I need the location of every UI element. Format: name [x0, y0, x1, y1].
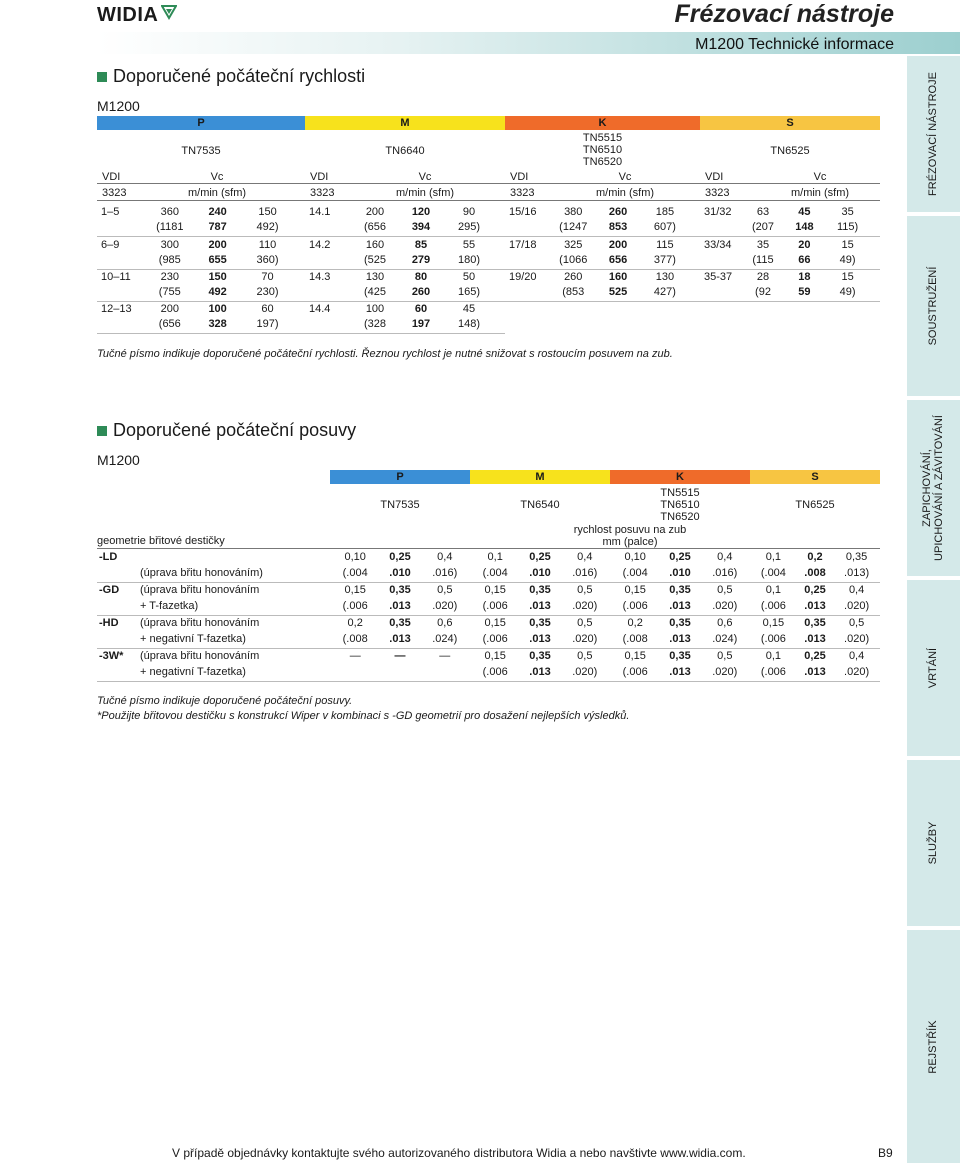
vc-metric: 160	[365, 239, 385, 251]
vc-metric: 15	[841, 271, 854, 283]
vc-metric: 45	[798, 206, 811, 218]
feed-mm: 0,4	[848, 650, 865, 662]
vc-metric: 18	[798, 271, 811, 283]
vc-metric: 380	[564, 206, 583, 218]
widia-logo	[97, 4, 177, 27]
vc-sfm: 394	[411, 221, 431, 233]
vc-sfm: 59	[798, 286, 811, 298]
vc-metric: 325	[564, 239, 583, 251]
vc-sfm: 197	[411, 318, 431, 330]
vc-metric: 115	[656, 239, 674, 251]
feed-mm: 0,35	[669, 584, 691, 596]
row-rule	[305, 236, 505, 237]
vc-sfm: (656	[158, 318, 181, 330]
vc-sfm: 49)	[839, 254, 856, 266]
unit-header: m/min (sfm)	[187, 187, 247, 199]
feed-mm: 0,35	[845, 551, 868, 563]
unit-header: m/min (sfm)	[790, 187, 850, 199]
feed-inch: .020)	[712, 666, 738, 678]
geometry-desc: + negativní T-fazetka)	[140, 666, 246, 678]
vc-header: Vc	[618, 171, 632, 183]
vdi-standard: 3323	[510, 187, 535, 199]
category-bar: M	[305, 116, 505, 130]
vc-metric: 130	[365, 271, 385, 283]
geometry-desc: (úprava břitu honováním)	[140, 567, 263, 579]
sidebar-tab-label: SOUSTRUŽENÍ	[927, 266, 939, 346]
feed-mm: 0,6	[437, 617, 453, 629]
geometry-code: -LD	[99, 551, 118, 563]
feed-inch: .013	[529, 633, 551, 645]
feed-mm: 0,2	[347, 617, 363, 629]
vdi-group: 12–13	[101, 303, 132, 315]
feed-mm: 0,5	[717, 650, 733, 662]
vc-metric: 200	[608, 239, 628, 251]
vc-sfm: (1247	[559, 221, 588, 233]
grade-label: TN7535	[181, 145, 221, 157]
vc-sfm: 492)	[256, 221, 279, 233]
vdi-group: 33/34	[704, 239, 732, 251]
footer-contact: V případě objednávky kontaktujte svého autorizovaného distributora Widia a nebo navštivte www.widia.com.	[172, 1146, 746, 1160]
feed-inch: .013	[529, 600, 551, 612]
category-bar: P	[330, 470, 470, 484]
feed-inch: (.004	[760, 567, 786, 579]
vc-sfm: (425	[363, 286, 387, 298]
feed-mm: 0,5	[577, 650, 593, 662]
vc-sfm: (92	[755, 286, 771, 298]
feed-inch: (.004	[622, 567, 648, 579]
vc-sfm: (115	[752, 254, 774, 266]
vdi-group: 35-37	[704, 271, 733, 283]
vc-metric: 60	[414, 303, 428, 315]
grade-label: TN6525	[770, 145, 810, 157]
row-rule	[700, 236, 880, 237]
row-rule	[97, 681, 880, 682]
vc-header: Vc	[418, 171, 432, 183]
sidebar-tab-label: FRÉZOVACÍ NÁSTROJE	[927, 72, 939, 196]
vc-metric: 360	[160, 206, 179, 218]
feed-mm: 0,15	[624, 650, 646, 662]
vc-metric: 110	[258, 239, 277, 251]
vdi-header: VDI	[510, 171, 529, 183]
feed-mm: 0,15	[484, 650, 506, 662]
vc-sfm: (525	[363, 254, 387, 266]
feed-mm: 0,1	[487, 551, 503, 563]
vc-metric: 200	[365, 206, 385, 218]
vc-sfm: (1181	[156, 221, 184, 233]
feed-mm: 0,25	[804, 650, 826, 662]
vc-sfm: 115)	[836, 221, 859, 233]
feed-inch: .024)	[432, 633, 458, 645]
vc-metric: 130	[655, 271, 675, 283]
geometry-code: -3W*	[99, 650, 124, 662]
sidebar-tab-label: ZAPICHOVÁNÍ, UPICHOVÁNÍ A ZÁVITOVÁNÍ	[921, 415, 945, 561]
vc-sfm: (656	[363, 221, 387, 233]
feed-inch: .013	[669, 633, 691, 645]
feed-mm: 0,15	[762, 617, 785, 629]
vdi-group: 17/18	[509, 239, 537, 251]
feed-inch: .016)	[712, 567, 738, 579]
vc-metric: 63	[756, 206, 770, 218]
vc-sfm: 180)	[457, 254, 481, 266]
category-bar: K	[610, 470, 750, 484]
feed-inch: (.004	[482, 567, 508, 579]
feed-inch: .020)	[432, 600, 458, 612]
feed-inch: (.006	[622, 600, 648, 612]
vdi-group: 6–9	[101, 239, 120, 251]
feed-inch: .013)	[844, 567, 870, 579]
feed-inch: .013	[669, 666, 691, 678]
vc-sfm: 260	[411, 286, 431, 298]
feeds-heading	[97, 420, 356, 441]
vc-metric: 185	[655, 206, 675, 218]
table-rule	[97, 200, 880, 201]
row-rule	[97, 236, 305, 237]
vdi-header: VDI	[705, 171, 724, 183]
feed-inch: .016)	[572, 567, 598, 579]
vc-metric: 35	[841, 206, 854, 218]
vc-metric: 45	[462, 303, 476, 315]
category-bar: M	[470, 470, 610, 484]
feed-mm: 0,35	[669, 650, 691, 662]
vc-sfm: 853	[608, 221, 628, 233]
feed-mm: 0,5	[437, 584, 453, 596]
feed-inch: .020)	[844, 666, 870, 678]
geometry-label: geometrie břitové destičky	[97, 535, 225, 547]
feed-mm: 0,2	[807, 551, 823, 563]
feeds-note-wiper: *Použijte břitovou destičku s konstrukcí Wiper v kombinaci s -GD geometrií pro dosažení nejlepších výsledků.	[97, 710, 630, 722]
category-bar: S	[750, 470, 880, 484]
feed-inch: .013	[804, 600, 826, 612]
vc-metric: 300	[160, 239, 179, 251]
vdi-group: 10–11	[101, 271, 131, 283]
row-rule	[700, 301, 880, 302]
feed-mm: 0,15	[484, 617, 506, 629]
vc-sfm: 230)	[256, 286, 279, 298]
geometry-desc: + negativní T-fazetka)	[140, 633, 246, 645]
vdi-standard: 3323	[310, 187, 335, 199]
feed-mm: 0,25	[389, 551, 411, 563]
feed-inch: .016)	[432, 567, 458, 579]
vc-metric: 240	[208, 206, 227, 218]
vc-sfm: (853	[562, 286, 585, 298]
vc-sfm: 360)	[256, 254, 279, 266]
grade-label: TN6540	[520, 499, 560, 511]
vc-sfm: 165)	[457, 286, 481, 298]
vc-metric: 160	[608, 271, 628, 283]
feed-mm: 0,5	[848, 617, 865, 629]
logo-triangle-icon	[161, 4, 177, 20]
vdi-group: 14.4	[309, 303, 331, 315]
feed-inch: (.006	[760, 666, 786, 678]
vc-sfm: (1066	[559, 254, 588, 266]
speeds-note: Tučné písmo indikuje doporučené počáteční rychlosti. Řeznou rychlost je nutné snižovat s rostoucím posuvem na zub.	[97, 348, 673, 360]
vc-sfm: (985	[158, 254, 181, 266]
grade-label: TN6640	[385, 145, 425, 157]
vc-metric: 200	[160, 303, 179, 315]
vc-sfm: 377)	[653, 254, 676, 266]
feed-inch: .013	[529, 666, 551, 678]
feeds-subheading: M1200	[97, 452, 140, 468]
page-number: B9	[878, 1146, 893, 1160]
feed-mm: 0,10	[344, 551, 366, 563]
vc-sfm: 656	[608, 254, 628, 266]
feed-mm: 0,25	[669, 551, 691, 563]
feed-inch: .020)	[844, 633, 870, 645]
feed-mm: 0,35	[529, 617, 551, 629]
page-title: Frézovací nástroje	[674, 0, 894, 28]
feed-mm: 0,15	[344, 584, 366, 596]
geometry-code: -HD	[99, 617, 119, 629]
grade-label: TN6510	[660, 499, 700, 511]
feed-inch: .020)	[572, 666, 598, 678]
feed-mm: 0,2	[627, 617, 643, 629]
vdi-group: 31/32	[704, 206, 732, 218]
feed-mm: —	[349, 650, 361, 662]
vc-metric: 85	[414, 239, 428, 251]
feed-inch: .020)	[572, 633, 598, 645]
unit-label: mm (palce)	[602, 536, 658, 548]
geometry-desc: (úprava břitu honováním	[140, 650, 260, 662]
vdi-group: 1–5	[101, 206, 120, 218]
feed-mm: 0,5	[577, 584, 593, 596]
geometry-code: -GD	[99, 584, 120, 596]
vc-metric: 60	[261, 303, 274, 315]
table-rule	[97, 183, 880, 184]
feed-mm: 0,35	[389, 584, 411, 596]
vc-metric: 230	[160, 271, 179, 283]
feed-inch: (.006	[482, 600, 508, 612]
vc-sfm: 66	[798, 254, 811, 266]
sidebar-tab-label: VRTÁNÍ	[927, 647, 939, 689]
feed-inch: (.006	[482, 633, 508, 645]
feed-mm: 0,4	[437, 551, 453, 563]
vdi-group: 14.3	[309, 271, 331, 283]
feed-mm: 0,6	[717, 617, 733, 629]
speeds-subheading: M1200	[97, 98, 140, 114]
vc-metric: 55	[462, 239, 476, 251]
vdi-group: 15/16	[509, 206, 537, 218]
vc-metric: 15	[841, 239, 854, 251]
grade-label: TN5515	[660, 487, 700, 499]
vc-metric: 20	[798, 239, 811, 251]
feed-mm: 0,4	[717, 551, 733, 563]
speeds-heading	[97, 66, 365, 87]
feed-inch: (.006	[760, 633, 786, 645]
vc-header: Vc	[210, 171, 224, 183]
vc-sfm: 279	[411, 254, 431, 266]
vdi-group: 14.2	[309, 239, 331, 251]
feed-inch: (.008	[622, 633, 648, 645]
vc-sfm: 607)	[653, 221, 676, 233]
vc-metric: 100	[208, 303, 227, 315]
feed-inch: .024)	[712, 633, 738, 645]
speeds-heading-text: Doporučené počáteční rychlosti	[113, 66, 366, 86]
vc-metric: 28	[756, 271, 770, 283]
feed-mm: 0,5	[577, 617, 593, 629]
vc-metric: 260	[608, 206, 628, 218]
feed-inch: .013	[389, 600, 411, 612]
vc-sfm: 655	[208, 254, 227, 266]
feed-mm: 0,15	[624, 584, 646, 596]
unit-header: m/min (sfm)	[395, 187, 455, 199]
feed-inch: (.006	[760, 600, 786, 612]
category-bar: S	[700, 116, 880, 130]
vc-header: Vc	[813, 171, 827, 183]
vc-metric: 50	[462, 271, 476, 283]
grade-label: TN6520	[660, 511, 700, 523]
row-rule	[97, 333, 305, 334]
feed-inch: .008	[804, 567, 826, 579]
logo-text: WIDIA	[97, 4, 159, 26]
vdi-header: VDI	[102, 171, 121, 183]
vdi-group: 14.1	[309, 206, 331, 218]
geometry-desc: (úprava břitu honováním	[140, 584, 260, 596]
vc-sfm: (328	[363, 318, 387, 330]
geometry-desc: + T-fazetka)	[140, 600, 199, 612]
unit-header: m/min (sfm)	[595, 187, 655, 199]
feed-mm: 0,25	[529, 551, 551, 563]
vc-sfm: 148)	[457, 318, 481, 330]
grade-label: TN7535	[380, 499, 420, 511]
vc-sfm: 787	[208, 221, 227, 233]
feed-inch: .010	[669, 567, 691, 579]
vdi-standard: 3323	[102, 187, 127, 199]
vc-metric: 90	[462, 206, 476, 218]
feed-mm: 0,15	[484, 584, 506, 596]
feed-inch: .013	[389, 633, 411, 645]
vc-metric: 260	[564, 271, 583, 283]
feed-inch: .020)	[572, 600, 598, 612]
feed-mm: —	[439, 650, 451, 662]
feed-mm: 0,1	[765, 551, 782, 563]
feed-inch: .010	[389, 567, 411, 579]
feed-inch: .013	[669, 600, 691, 612]
feed-mm: 0,4	[848, 584, 865, 596]
vc-metric: 150	[258, 206, 277, 218]
vdi-header: VDI	[310, 171, 329, 183]
vc-sfm: 492	[208, 286, 227, 298]
vc-sfm: (755	[158, 286, 181, 298]
feed-mm: 0,35	[529, 584, 551, 596]
feed-mm: 0,25	[804, 584, 826, 596]
vc-metric: 120	[411, 206, 431, 218]
feed-inch: .020)	[712, 600, 738, 612]
vc-metric: 200	[208, 239, 227, 251]
grade-label: TN5515	[582, 132, 623, 144]
vc-sfm: 197)	[256, 318, 279, 330]
unit-label: rychlost posuvu na zub	[573, 524, 687, 536]
feed-inch: (.006	[342, 600, 368, 612]
feed-inch: .010	[529, 567, 551, 579]
feed-inch: (.006	[482, 666, 508, 678]
row-rule	[505, 236, 700, 237]
row-rule	[505, 301, 700, 302]
grade-label: TN6520	[582, 156, 623, 168]
feed-mm: 0,4	[577, 551, 593, 563]
sidebar-tab-label: SLUŽBY	[927, 821, 939, 865]
vc-sfm: 49)	[839, 286, 856, 298]
feed-mm: 0,35	[669, 617, 691, 629]
feed-mm: 0,10	[624, 551, 646, 563]
vc-metric: 80	[414, 271, 428, 283]
vc-sfm: 148	[795, 221, 814, 233]
feed-mm: 0,1	[765, 650, 782, 662]
feed-mm: 0,35	[529, 650, 551, 662]
feed-inch: (.004	[342, 567, 368, 579]
vc-sfm: 295)	[457, 221, 481, 233]
feed-mm: 0,35	[389, 617, 411, 629]
feed-inch: (.006	[622, 666, 648, 678]
feed-mm: —	[394, 650, 406, 662]
bullet-square-icon	[97, 426, 107, 436]
vc-sfm: 525	[608, 286, 628, 298]
vc-metric: 70	[261, 271, 274, 283]
feed-inch: (.008	[342, 633, 368, 645]
grade-label: TN6525	[795, 499, 835, 511]
vc-metric: 35	[756, 239, 770, 251]
feed-inch: .013	[804, 666, 826, 678]
geometry-desc: (úprava břitu honováním	[140, 617, 260, 629]
vc-sfm: 427)	[653, 286, 676, 298]
feed-inch: .013	[804, 633, 826, 645]
vc-metric: 100	[365, 303, 385, 315]
feed-mm: 0,35	[804, 617, 826, 629]
grade-label: TN6510	[582, 144, 623, 156]
sidebar-nav	[907, 56, 960, 1163]
vc-sfm: (207	[751, 221, 775, 233]
sidebar-tab-label: REJSTŘÍK	[927, 1019, 939, 1074]
table-rule	[97, 548, 880, 549]
row-rule	[305, 333, 505, 334]
category-bar: K	[505, 116, 700, 130]
feed-mm: 0,1	[765, 584, 782, 596]
page-subtitle: M1200 Technické informace	[695, 36, 894, 53]
bullet-square-icon	[97, 72, 107, 82]
vdi-group: 19/20	[509, 271, 537, 283]
feed-inch: .020)	[844, 600, 870, 612]
vdi-standard: 3323	[705, 187, 730, 199]
vc-metric: 150	[208, 271, 227, 283]
vc-sfm: 328	[208, 318, 227, 330]
feed-mm: 0,5	[717, 584, 733, 596]
feeds-heading-text: Doporučené počáteční posuvy	[113, 420, 357, 440]
category-bar: P	[97, 116, 305, 130]
feeds-note-bold: Tučné písmo indikuje doporučené počáteční posuvy.	[97, 695, 353, 707]
